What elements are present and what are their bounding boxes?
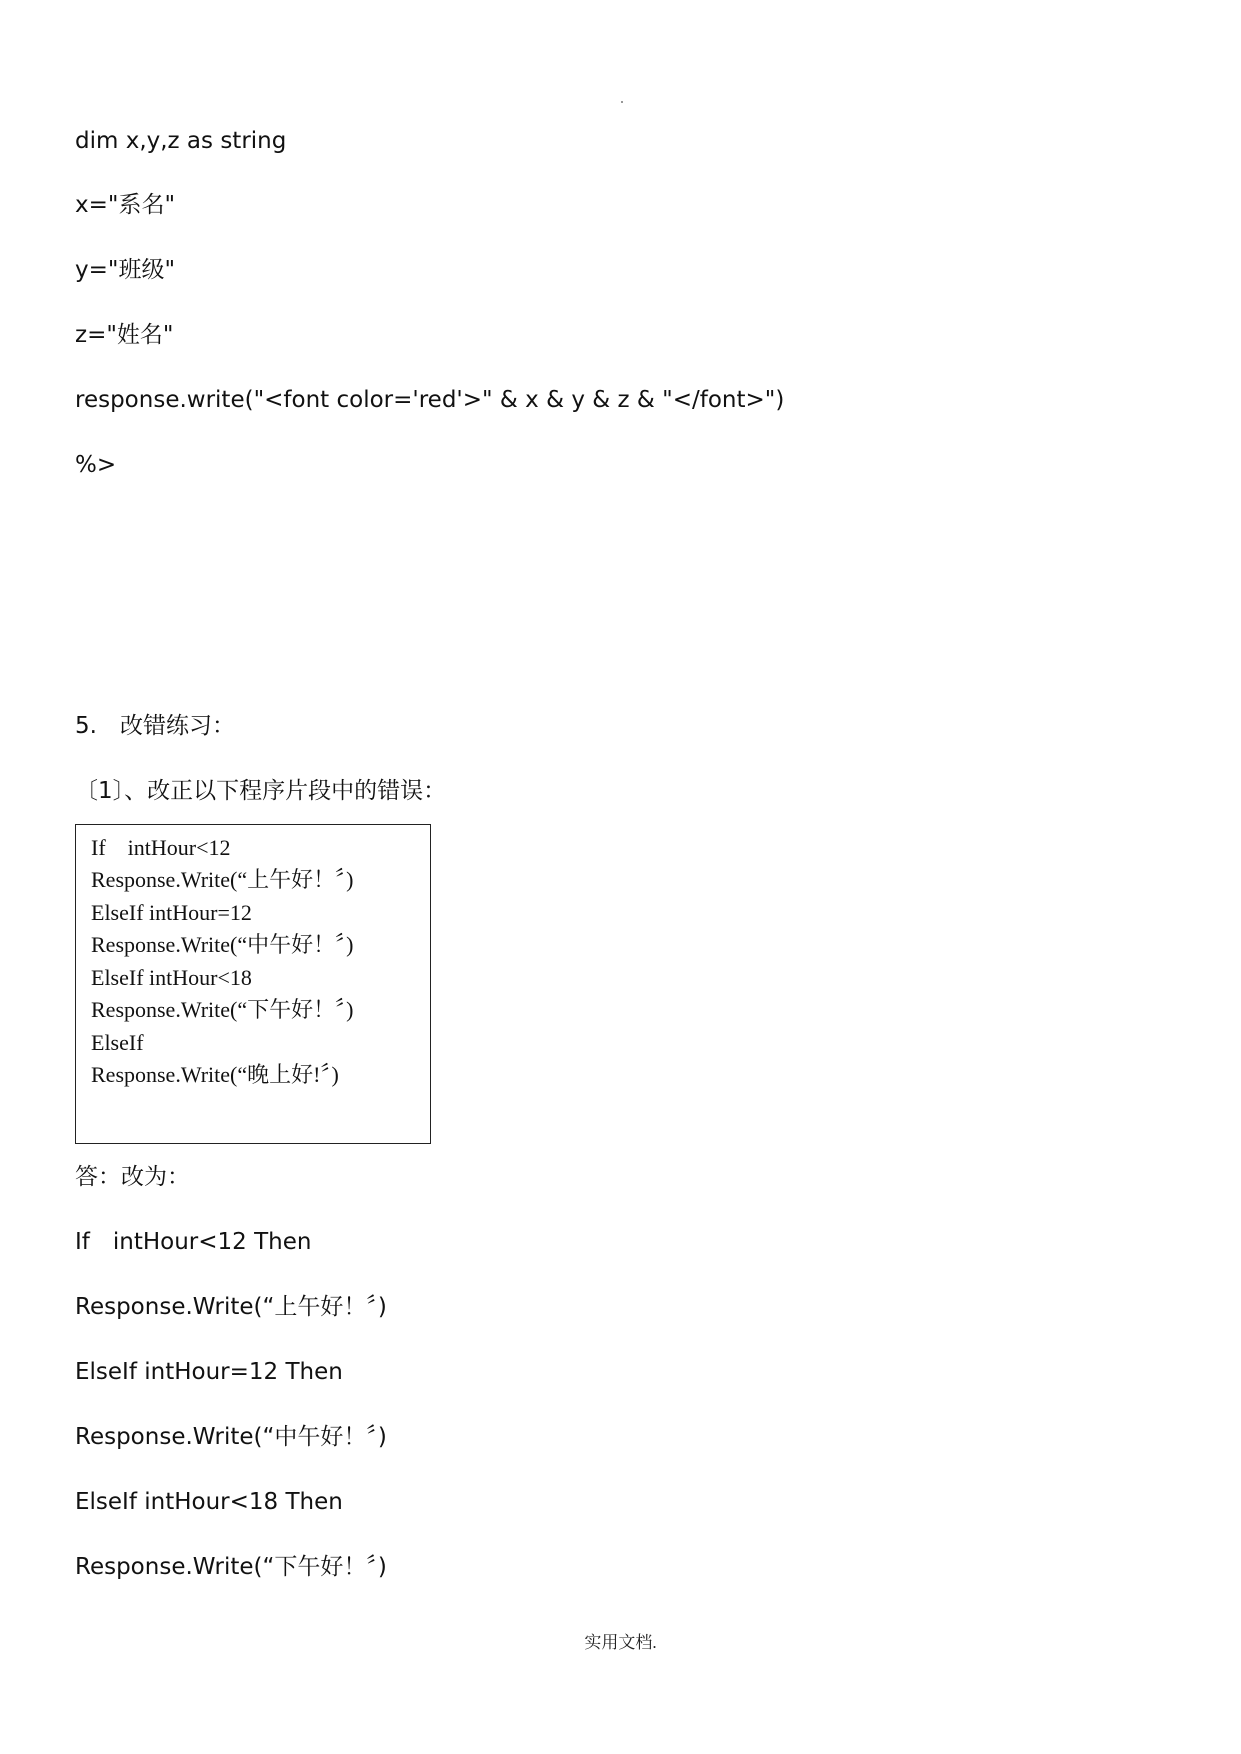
- answer-line: If intHour<12 Then: [75, 1229, 312, 1255]
- code-line: response.write("<font color='red'>" & x & y & z & "</font>"): [75, 387, 785, 413]
- code-line: x="系名": [75, 192, 176, 218]
- answer-label: 答：改为：: [75, 1164, 190, 1190]
- box-code-line: ElseIf: [91, 1030, 144, 1055]
- code-line: y="班级": [75, 257, 176, 283]
- answer-line: ElseIf intHour<18 Then: [75, 1489, 343, 1515]
- box-code-line: Response.Write(“上午好！〞): [91, 867, 354, 892]
- section-subheading: 〔1〕、改正以下程序片段中的错误：: [75, 778, 447, 804]
- answer-line: Response.Write(“中午好！〞): [75, 1424, 387, 1450]
- section-heading: 5. 改错练习：: [75, 713, 235, 739]
- answer-line: Response.Write(“下午好！〞): [75, 1554, 387, 1580]
- code-line: dim x,y,z as string: [75, 128, 287, 154]
- code-line: %>: [75, 452, 117, 478]
- code-box: [75, 824, 431, 1144]
- box-code-line: Response.Write(“晚上好!〞): [91, 1062, 339, 1087]
- answer-line: Response.Write(“上午好！〞): [75, 1294, 387, 1320]
- header-dot: [621, 101, 623, 103]
- code-line: z="姓名": [75, 322, 174, 348]
- box-code-line: ElseIf intHour<18: [91, 965, 252, 990]
- page-footer: 实用文档.: [584, 1633, 657, 1652]
- box-code-line: Response.Write(“下午好！〞): [91, 997, 354, 1022]
- answer-line: ElseIf intHour=12 Then: [75, 1359, 343, 1385]
- box-code-line: Response.Write(“中午好！〞): [91, 932, 354, 957]
- box-code-line: If intHour<12: [91, 835, 231, 860]
- box-code-line: ElseIf intHour=12: [91, 900, 252, 925]
